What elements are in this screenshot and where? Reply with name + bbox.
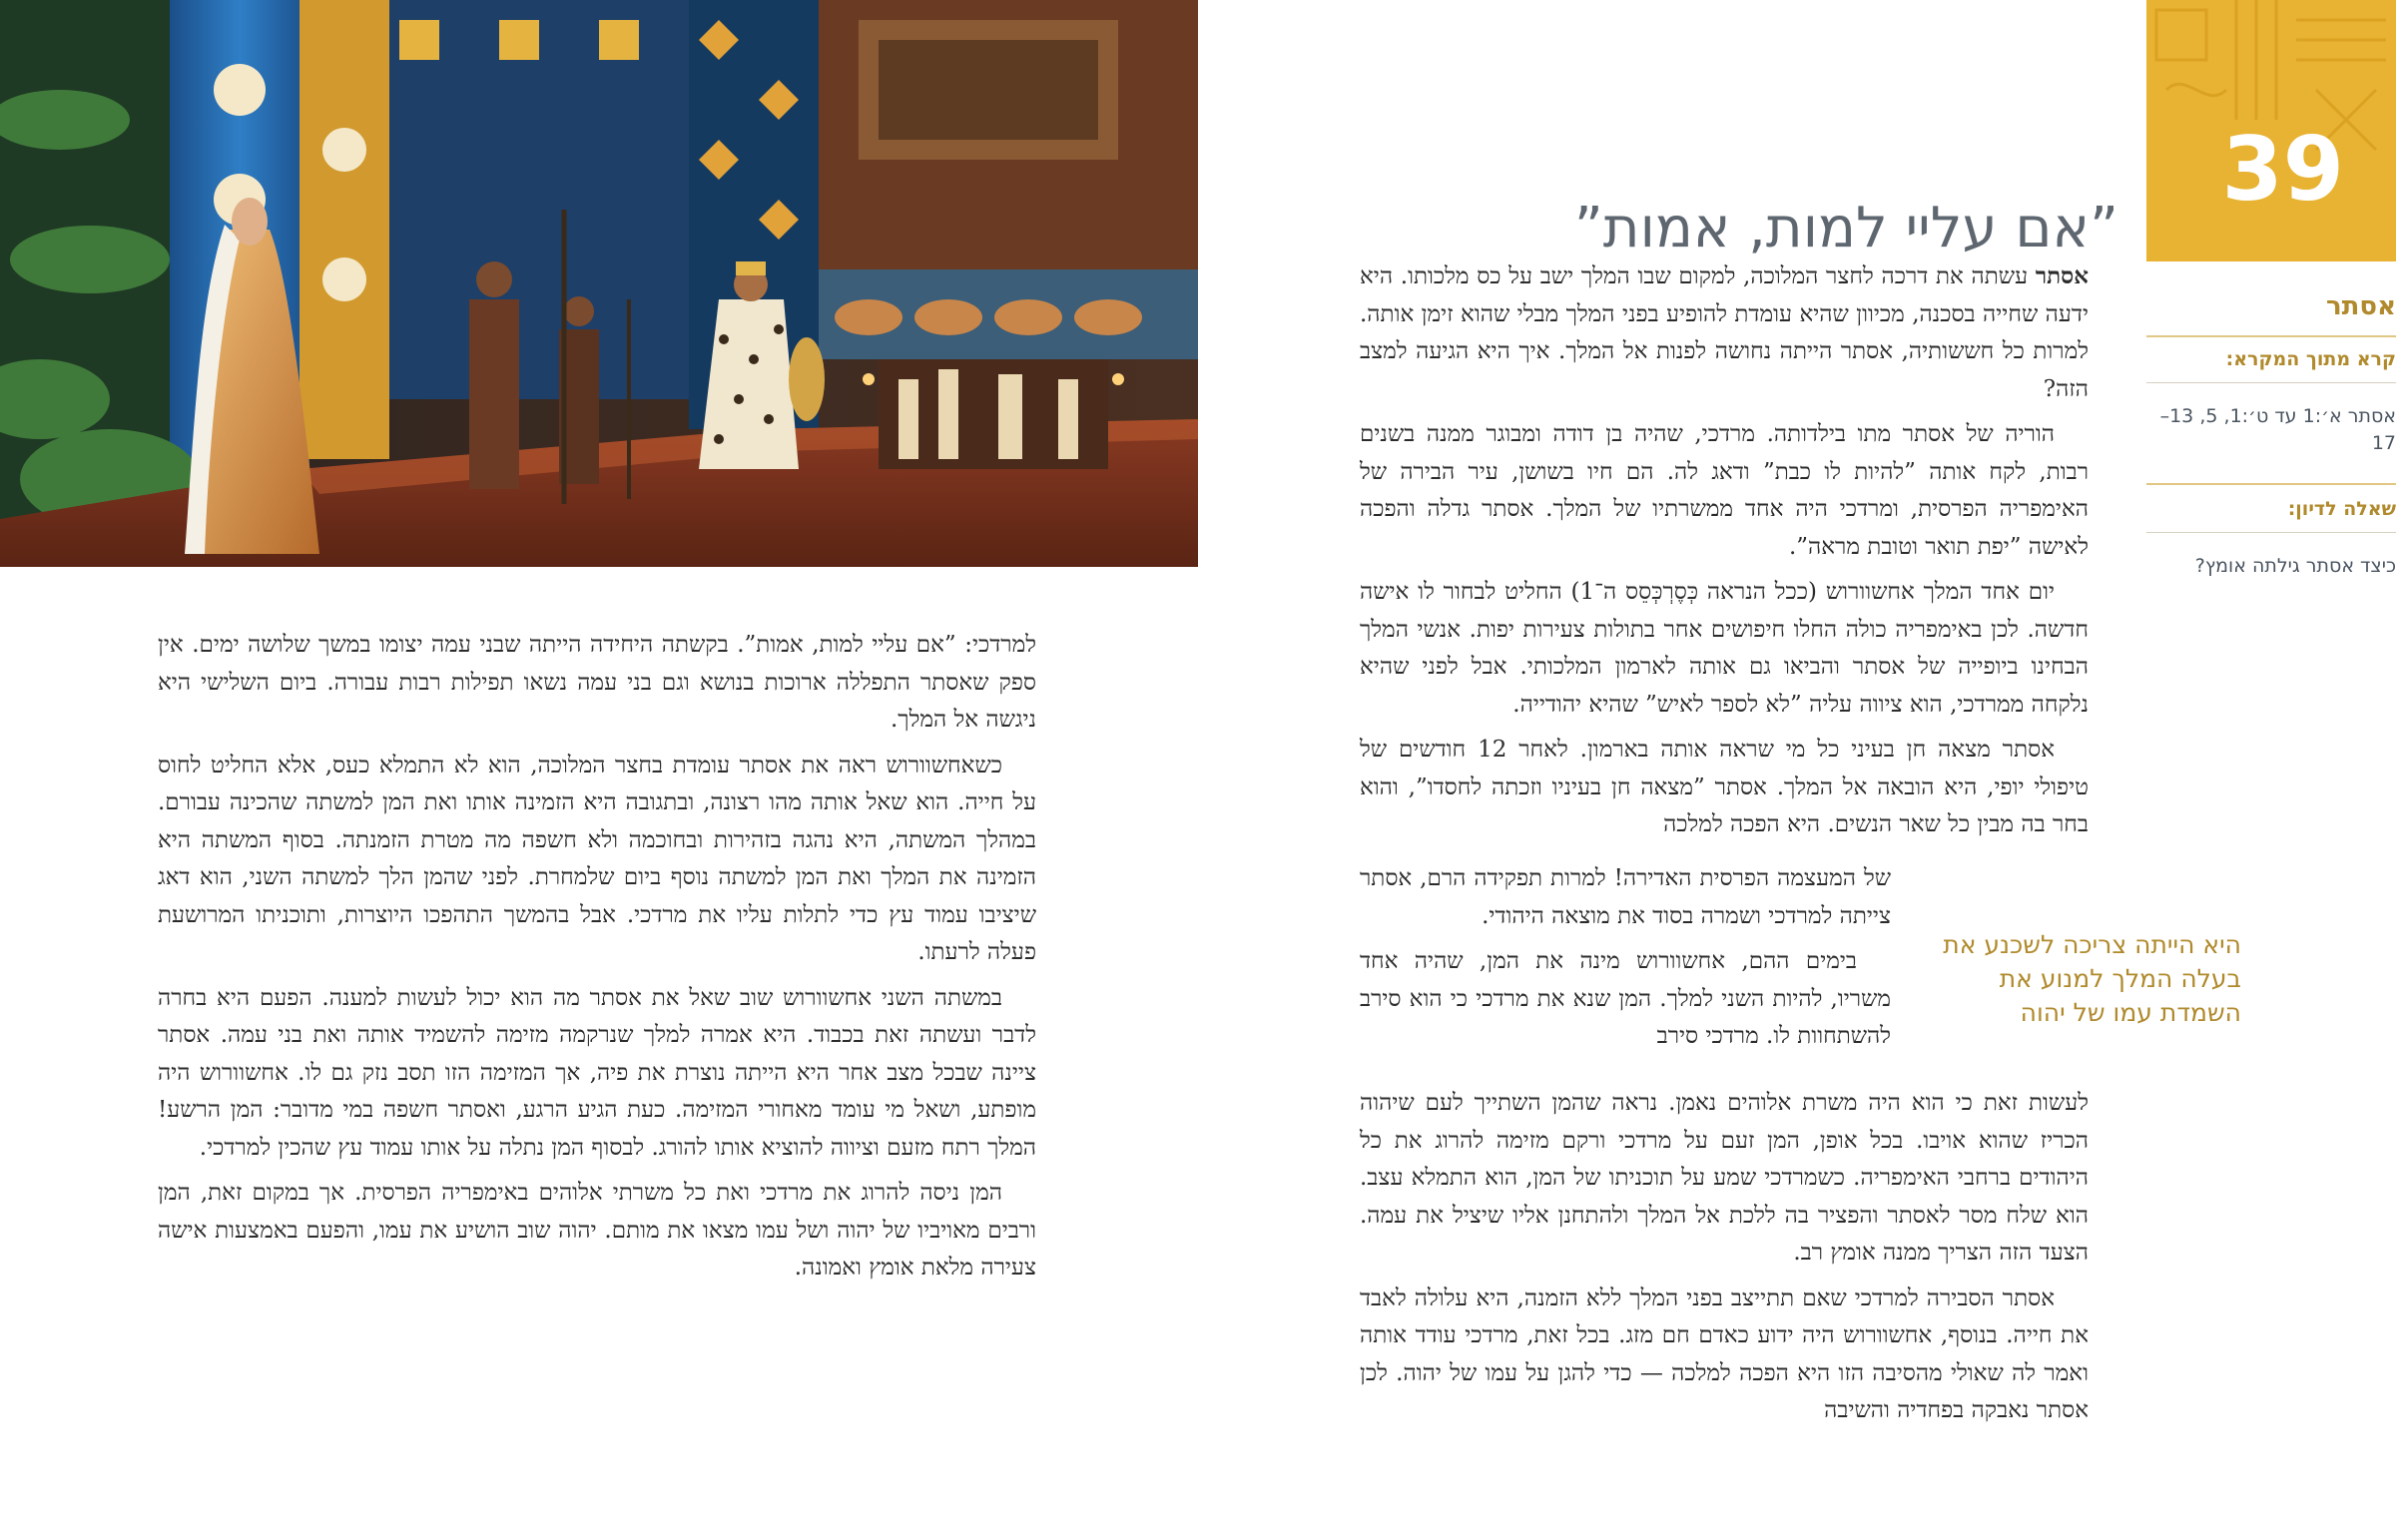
sidebar [2146,281,2396,594]
paragraph: למרדכי: ”אם עליי למות, אמות”. בקשתה היחידה הייתה שבני עמה יצומו במשך שלושה ימים. אין ספק שאסתר התפללה ארוכות בנושא וגם בני עמה נשאו תפילות רבות עבורה. ביום השלישי היא ניגשה אל המלך. [158,632,1036,733]
paragraph: אסתר הסבירה למרדכי שאם תתייצב בפני המלך ללא הזמנה, היא עלולה לאבד את חייה. בנוסף, אחשוורוש היה ידוע כאדם חם מזג. בכל זאת, מרדכי עודד אותה ואמר לה שאולי מהסיבה הזו היא הפכה למלכה — כדי להגן על עמו של יהוה. לכן אסתר נאבקה בפחדיה והשיבה [1360,1284,2089,1423]
paragraph: אסתר מצאה חן בעיני כל מי שראה אותה בארמון. לאחר 12 חודשים של טיפולי יופי, היא הובאה אל המלך. אסתר ”מצאה חן בעיניו וזכתה לחסדו”, והוא בחר בה מבין כל שאר הנשים. היא הפכה למלכה [1360,737,2089,837]
divider [2146,382,2396,383]
right-page-text-top [1360,257,2089,852]
palace-illustration [0,0,1198,567]
paragraph: יום אחד המלך אחשוורוש (ככל הנראה כְּסֶרְכְּסֵס ה־1) החליט לבחור לו אישה חדשה. לכן באימפריה כולה החלו חיפושים אחר בתולות צעירות יפות. אנשי המלך הבחינו ביופייה של אסתר והביאו גם אותה לארמון המלכותי. אבל לפני שהיא נלקחה ממרדכי, הוא ציווה עליה ”לא לספר לאיש” שהיא יהודייה. [1360,579,2089,718]
paragraph: כשאחשוורוש ראה את אסתר עומדת בחצר המלוכה, הוא לא התמלא כעס, אלא החליט לחוס על חייה. הוא שאל אותה מהו רצונה, ובתגובה היא הזמינה אותו ואת המן למשתה שהכינה עבורם. במהלך המשתה, היא נהגה בזהירות ובחוכמה ולא חשפה מה מטרת הזמנתה. בסוף המשתה היא הזמינה את המלך ואת המן למשתה נוסף ביום שלמחרת. לפני שהמן הלך למשתה השני, הוא דאג שיציבו עמוד עץ כדי לתלות עליו את מרדכי. אבל בהמשך התהפכו היוצרות, ותוכניתו המרושעת פעלה לרעתו. [158,752,1036,965]
sidebar-question: כיצד אסתר גילתה אומץ? [2194,555,2396,577]
divider [2146,532,2396,533]
pull-quote: היא הייתה צריכה לשכנע את בעלה המלך למנוע את השמדת עמו של יהוה [1943,930,2241,1027]
palace-scene [0,0,1198,567]
paragraph: לעשות זאת כי הוא היה משרת אלוהים נאמן. נראה שהמן השתייך לעם שיהוה הכריז שהוא אויבו. בכל אופן, המן זעם על מרדכי ורקם מזימה להרוג את כל היהודים ברחבי האימפריה. כשמרדכי שמע על תוכניתו של המן, הוא התמלא עצב. הוא שלח מסר לאסתר והפציר בה ללכת אל המלך ולהתחנן אליו שיציל את עמה. הצעד הזה הצריך ממנה אומץ רב. [1360,1090,2089,1266]
sidebar-question-label: שאלה לדיון: [2287,498,2396,520]
paragraph: המן ניסה להרוג את מרדכי ואת כל משרתי אלוהים באימפריה הפרסית. אך במקום זאת, המן ורבים מאויביו של יהוה ושל עמו מצאו את מותם. יהוה שוב הושיע את עמו, והפעם באמצעות אישה צעירה מלאת אומץ ואמונה. [158,1180,1036,1281]
sidebar-read-label: קרא מתוך המקרא: [2225,348,2396,370]
paragraph [1360,257,2089,408]
chapter-title: ”אם עליי למות, אמות” [1573,195,2118,260]
left-page-text [158,627,1036,1295]
paragraph: הוריה של אסתר מתו בילדותה. מרדכי, שהיה בן דודה ומבוגר ממנה בשנים רבות, לקח אותה ”להיות לו כבת” ודאג לה. הם חיו בשושן, עיר הבירה של האימפריה הפרסית, ומרדכי היה אחד ממשרתיו של המלך. אסתר גדלה והפכה לאישה ”יפת תואר וטובת מראה”. [1360,421,2089,560]
divider [2146,483,2396,485]
paragraph-text: עשתה את דרכה לחצר המלוכה, למקום שבו המלך ישב על כס מלכותו. היא ידעה שחייה בסכנה, מכיוון שהיא עומדת להופיע בפני המלך מבלי שהוא זימן אותה. למרות כל חששותיה, אסתר הייתה נחושה לפנות אל המלך. איך היא הגיעה למצב הזה? [1360,263,2089,402]
right-page-text-narrow [1360,860,1891,1064]
chapter-number: 39 [2221,118,2344,221]
paragraph: במשתה השני אחשוורוש שוב שאל את אסתר מה הוא יכול לעשות למענה. הפעם היא בחרה לדבר ועשתה זאת בכבוד. היא אמרה למלך שנרקמה מזימה להשמיד אותה ואת בני עמה. אסתר ציינה שבכל מצב אחר היא הייתה נוצרת את פיה, אך המזימה הזו תסב נזק גם לו. אחשוורוש היה מופתע, ושאל מי עומד מאחורי המזימה. כעת הגיע הרגע, ואסתר חשפה במי מדובר: המן הרשע! המלך רתח מזעם וציווה להוציא אותו להורג. לבסוף המן נתלה על אותו עמוד עץ שהכין למרדכי. [158,984,1036,1161]
sidebar-character-name: אסתר [2146,281,2396,337]
sidebar-read-refs: אסתר א׳:1 עד ט׳:1, 5, 13–17 [2159,405,2396,454]
right-page-text-bottom [1360,1085,2089,1438]
paragraph: של המעצמה הפרסית האדירה! למרות תפקידה הרם, אסתר צייתה למרדכי ושמרה בסוד את מוצאה היהודי. [1360,865,1891,929]
chapter-tab [2146,0,2396,261]
lead-word: אסתר [2035,262,2090,289]
paragraph: בימים ההם, אחשוורוש מינה את המן, שהיה אחד משריו, להיות השני למלך. המן שנא את מרדכי כי הוא סירב להשתחוות לו. מרדכי סירב [1360,948,1891,1049]
